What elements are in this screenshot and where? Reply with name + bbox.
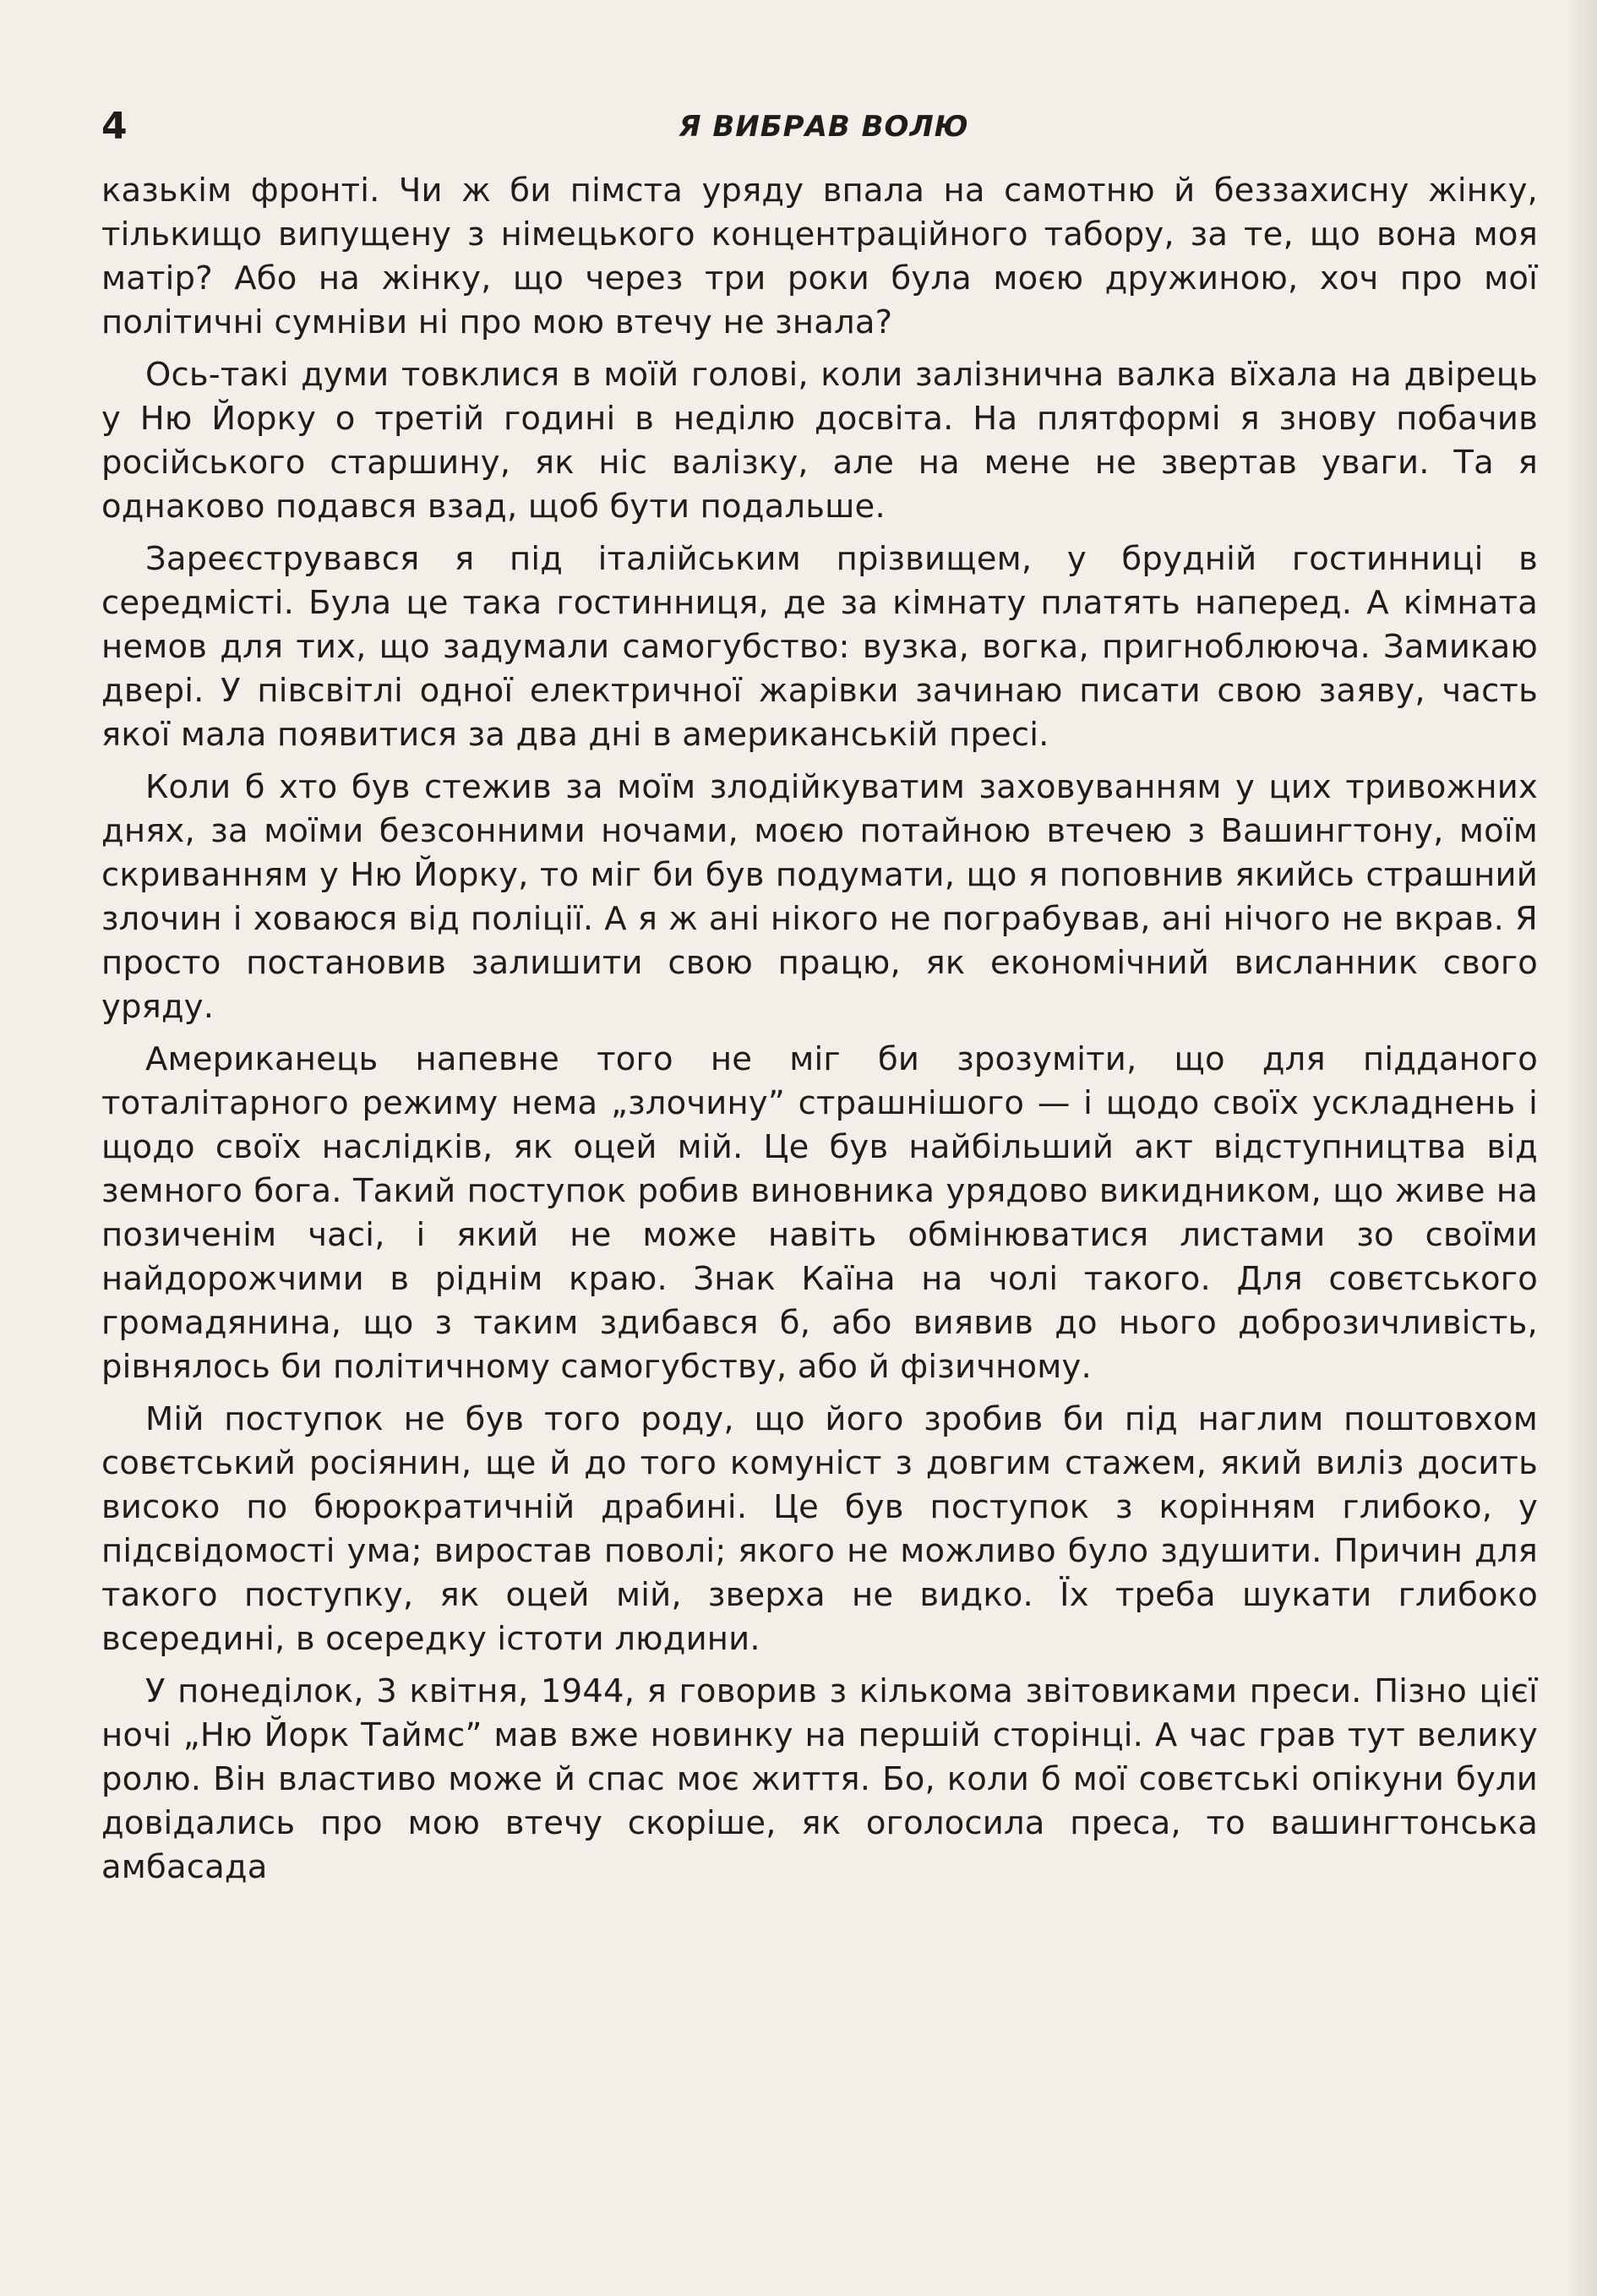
page-edge-shadow	[1563, 0, 1597, 2296]
paragraph: Мій поступок не був того роду, що його зробив би під наглим поштовхом совєтський росіянин, ще й до того комуніст з довгим стажем, який виліз досить високо по бюрократичній драбині. Це був поступок з корінням глибоко, у підсвідомості ума; виростав поволі; якого не можливо було здушити. Причин для такого поступку, як оцей мій, зверха не видко. Їх треба шукати глибоко всередині, в осередку істоти людини.	[101, 1400, 1538, 1658]
paragraph: Ось-такі думи товклися в моїй голові, коли залізнична валка вїхала на двірець у Ню Йорку о третій годині в неділю досвіта. На плятформі я знову побачив російського старшину, як ніс валізку, але на мене не звертав уваги. Та я однаково подався взад, щоб бути подальше.	[101, 356, 1538, 526]
page-number: 4	[101, 105, 128, 148]
paragraph: Коли б хто був стежив за моїм злодійкуватим заховуванням у цих тривожних днях, за моїми безсонними ночами, моєю потайною втечею з Вашингтону, моїм скриванням у Ню Йорку, то міг би був подумати, що я поповнив якийсь страшний злочин і ховаюся від поліції. А я ж ані нікого не пограбував, ані нічого не вкрав. Я просто постановив залишити свою працю, як економічний висланник свого уряду.	[101, 768, 1538, 1026]
paragraph: Зареєструвався я під італійським прізвищем, у брудній гостинниці в середмісті. Була це така гостинниця, де за кімнату платять наперед. А кімната немов для тих, що задумали самогубство: вузка, вогка, пригноблююча. Замикаю двері. У півсвітлі одної електричної жарівки зачинаю писати свою заяву, часть якої мала появитися за два дні в американській пресі.	[101, 540, 1538, 754]
body-text	[101, 169, 1538, 1898]
running-title: Я ВИБРАВ ВОЛЮ	[679, 110, 969, 144]
page-header	[101, 101, 1546, 152]
paragraph: Американець напевне того не міг би зрозуміти, що для підданого тоталітарного режиму нема „злочину” страшнішого — і щодо своїх ускладнень і щодо своїх наслідків, як оцей мій. Це був найбільший акт відступництва від земного бога. Такий поступок робив виновника урядово викидником, що живе на позиченім часі, і який не може навіть обмінюватися листами зо своїми найдорожчими в ріднім краю. Знак Каїна на чолі такого. Для совєтського громадянина, що з таким здибався б, або виявив до нього доброзичливість, рівнялось би політичному самогубству, або й фізичному.	[101, 1040, 1538, 1386]
paragraph: казькім фронті. Чи ж би пімста уряду впала на самотню й беззахисну жінку, тількищо випущену з німецького концентраційного табору, за те, що вона моя матір? Або на жінку, що через три роки була моєю дружиною, хоч про мої політичні сумніви ні про мою втечу не знала?	[101, 172, 1538, 341]
paragraph: У понеділок, 3 квітня, 1944, я говорив з кількома звітовиками преси. Пізно цієї ночі „Ню Йорк Таймс” мав вже новинку на першій сторінці. А час грав тут велику ролю. Він властиво може й спас моє життя. Бо, коли б мої совєтські опікуни були довідались про мою втечу скоріше, як оголосила преса, то вашингтонська амбасада	[101, 1672, 1538, 1886]
